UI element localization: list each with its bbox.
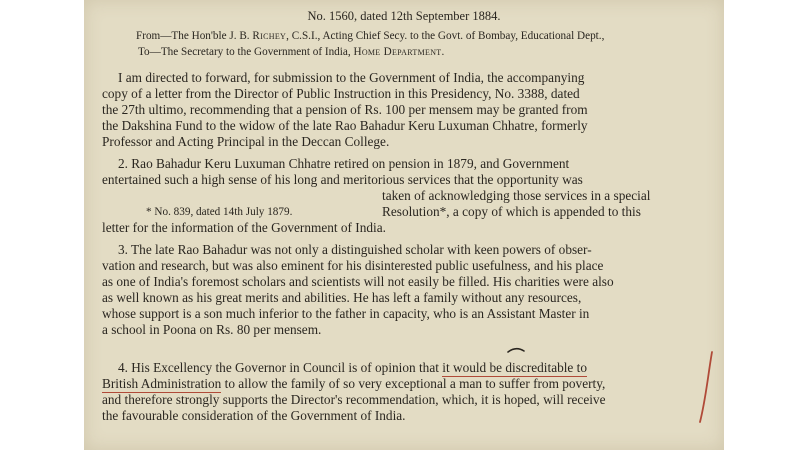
para1-line: I am directed to forward, for submission to the Government of India, the accompanying <box>118 70 585 85</box>
para2-line: taken of acknowledging those services in a special <box>382 188 651 203</box>
para3-line: vation and research, but was also eminent for his disinterested public usefulness, and his place <box>102 258 604 273</box>
footnote: * No. 839, dated 14th July 1879. <box>146 206 293 218</box>
letter-heading: No. 1560, dated 12th September 1884. <box>307 9 501 23</box>
para4-line <box>118 360 587 376</box>
from-name: Richey <box>252 30 287 42</box>
para2-line: Resolution*, a copy of which is appended to this <box>382 204 641 219</box>
para4-line2-rest: to allow the family of so very exceptional a man to suffer from poverty, <box>221 376 606 391</box>
scanned-page <box>84 0 724 450</box>
from-line <box>136 28 604 44</box>
para3-line: 3. The late Rao Bahadur was not only a distinguished scholar with keen powers of obser- <box>118 242 592 257</box>
from-prefix: From—The Hon'ble J. B. <box>136 30 253 42</box>
para4-line1-start: 4. His Excellency the Governor in Council is of opinion that <box>118 360 443 375</box>
para3-line: as well known as his great merits and abilities. He has left a family without any resources, <box>102 290 582 305</box>
pen-margin-line <box>700 352 712 422</box>
para4-line: and therefore strongly supports the Director's recommendation, which, it is hoped, will receive <box>102 392 606 407</box>
pen-tick-mark <box>508 349 524 352</box>
para3-line: whose support is a son much inferior to the father in capacity, who is an Assistant Master in <box>102 306 590 321</box>
pen-underlined-phrase: it would be discreditable to <box>442 360 588 375</box>
para1-line: copy of a letter from the Director of Public Instruction in this Presidency, No. 3388, dated <box>102 86 580 101</box>
para3-line: a school in Poona on Rs. 80 per mensem. <box>102 322 322 337</box>
para1-line: the 27th ultimo, recommending that a pension of Rs. 100 per mensem may be granted from <box>102 102 588 117</box>
to-dept: Home Department. <box>353 46 445 58</box>
to-prefix: To—The Secretary to the Government of India, <box>138 46 354 58</box>
para4-line <box>102 376 605 392</box>
para1-line: the Dakshina Fund to the widow of the late Rao Bahadur Keru Luxuman Chhatre, formerly <box>102 118 588 133</box>
para2-line: entertained such a high sense of his long and meritorious services that the opportunity was <box>102 172 583 187</box>
para4-line: the favourable consideration of the Government of India. <box>102 408 406 423</box>
to-line <box>138 44 445 60</box>
from-suffix: , C.S.I., Acting Chief Secy. to the Govt. of Bombay, Educational Dept., <box>286 30 605 42</box>
para2-line: 2. Rao Bahadur Keru Luxuman Chhatre retired on pension in 1879, and Government <box>118 156 570 171</box>
para1-line: Professor and Acting Principal in the Deccan College. <box>102 134 390 149</box>
para3-line: as one of India's foremost scholars and scientists will not easily be filled. His charities were also <box>102 274 614 289</box>
para2-line: letter for the information of the Government of India. <box>102 220 386 235</box>
pen-underlined-phrase: British Administration <box>102 376 222 391</box>
